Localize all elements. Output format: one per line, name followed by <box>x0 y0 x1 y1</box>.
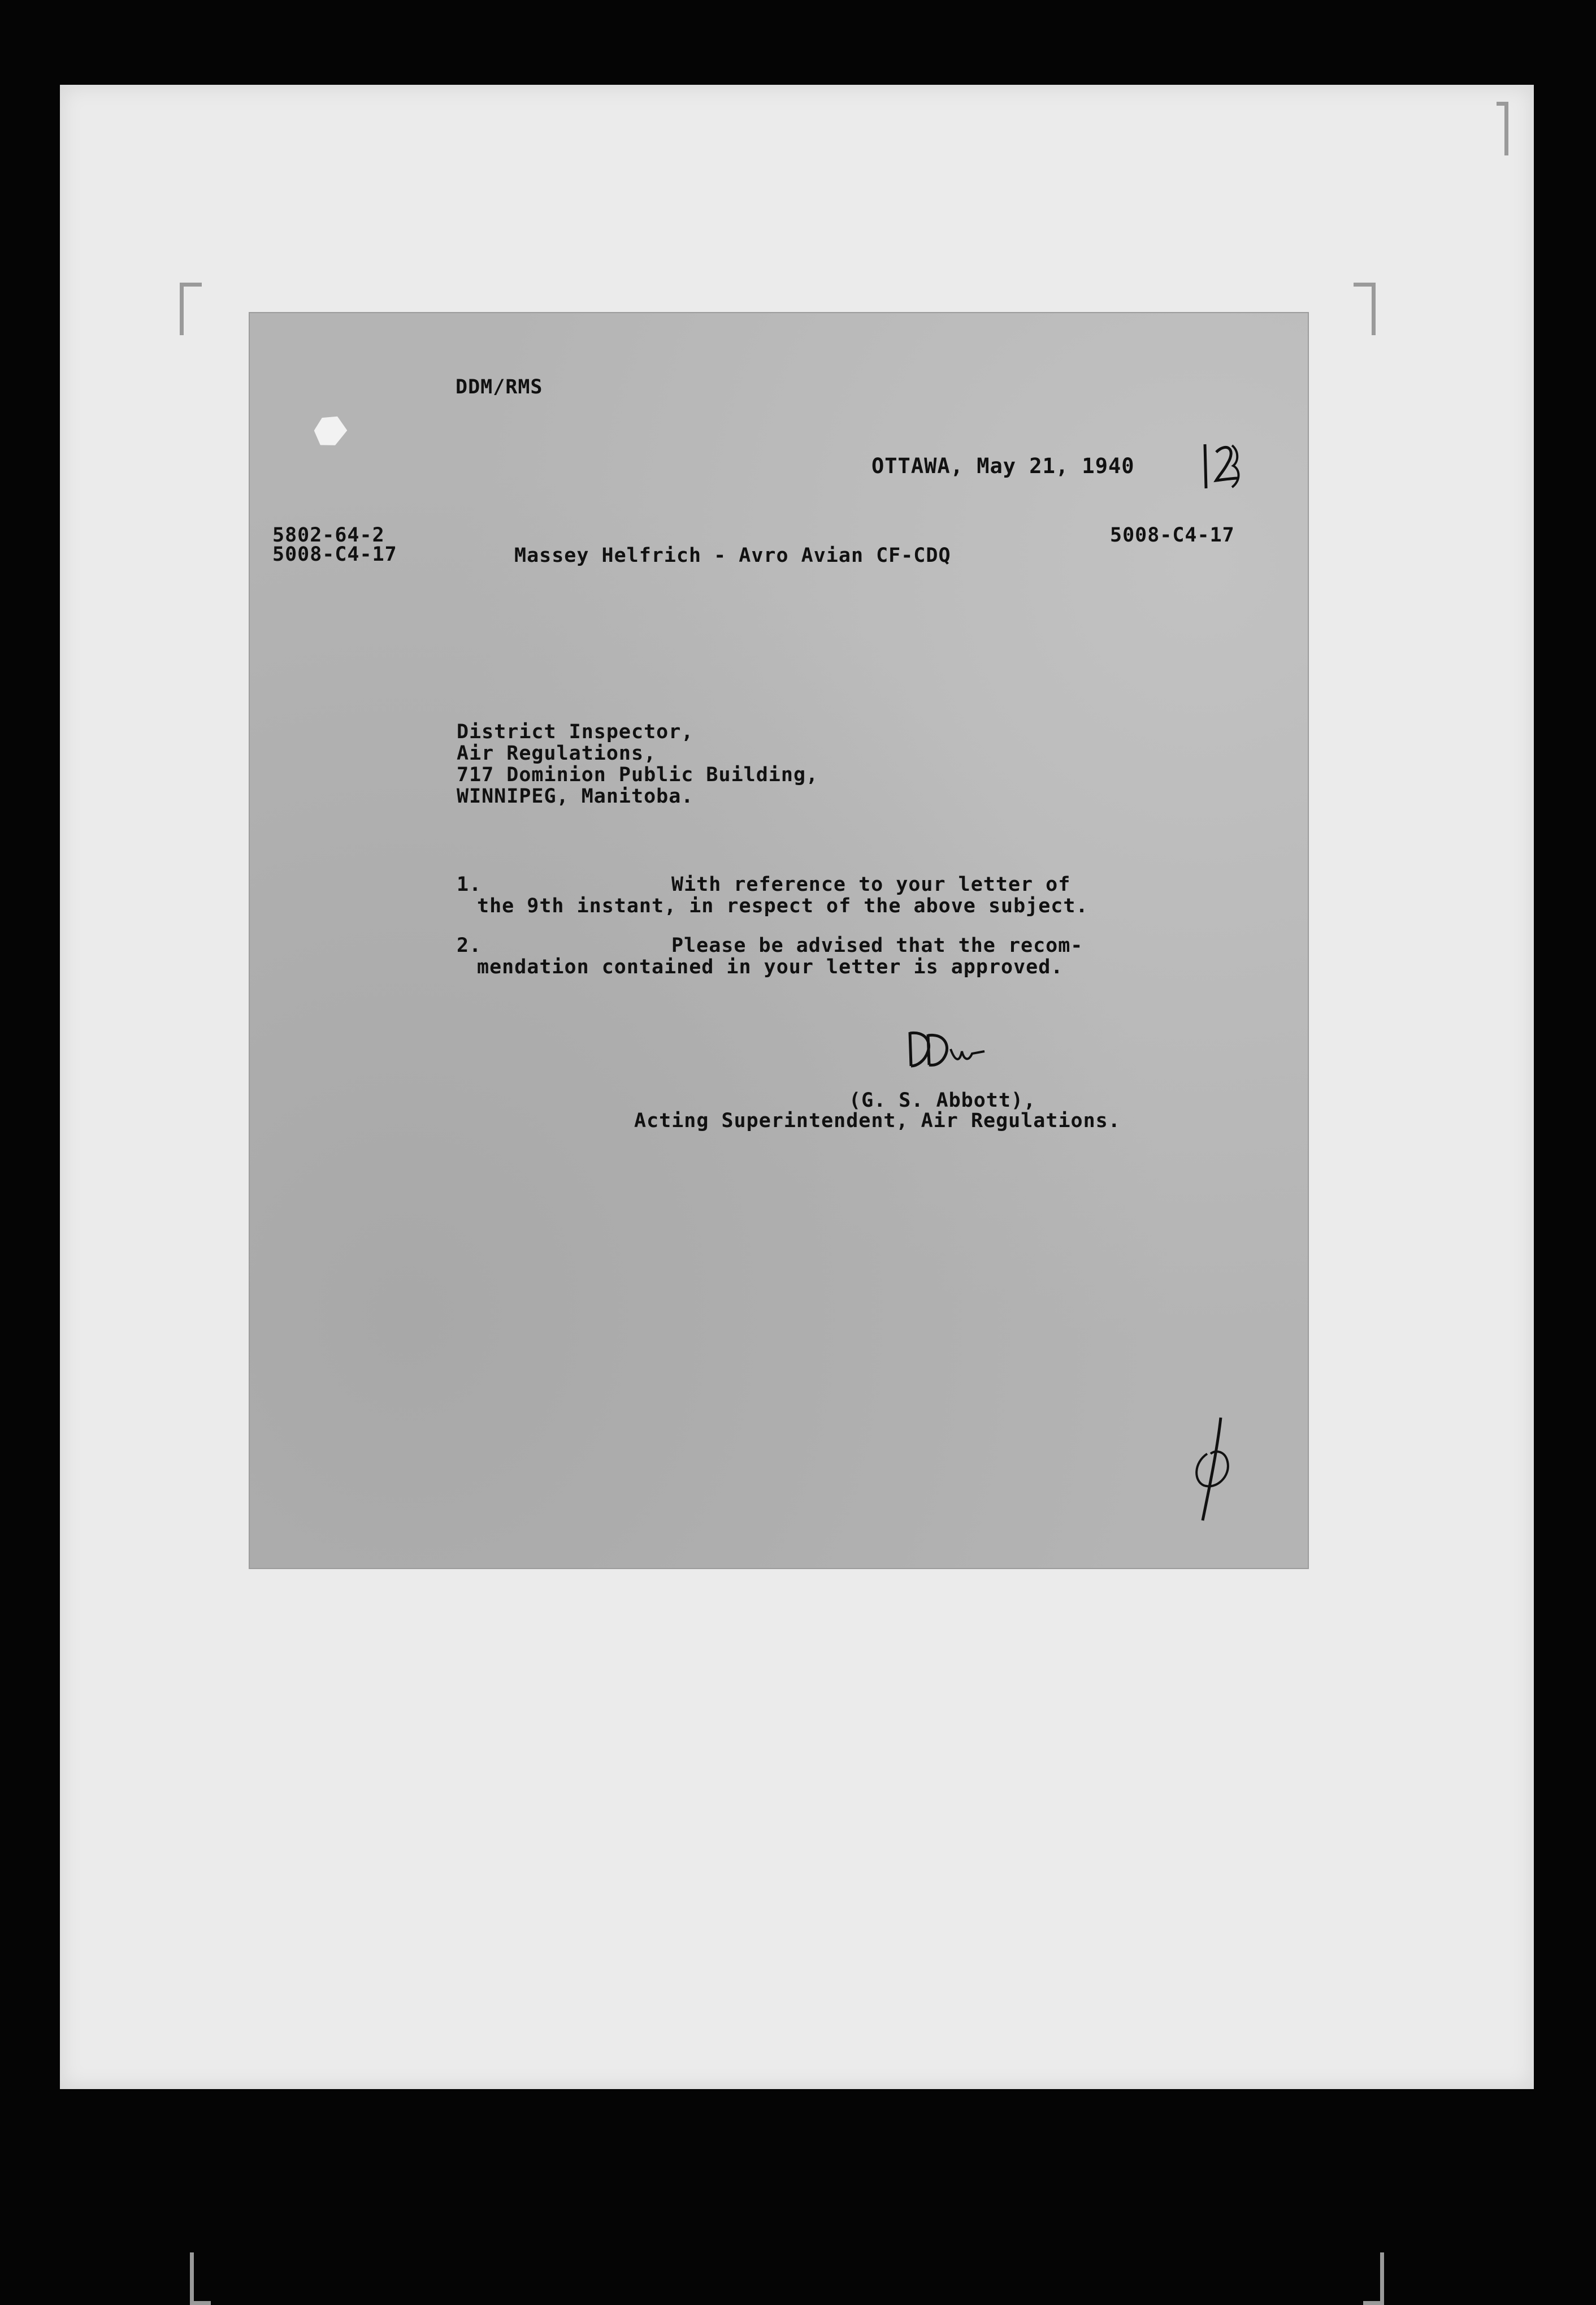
paragraph-2-number: 2. <box>457 934 482 957</box>
paragraph-1-line-1: With reference to your letter of <box>671 873 1071 896</box>
paragraph-1-line-2: the 9th instant, in respect of the above subject. <box>477 895 1088 917</box>
addressee-line-4: WINNIPEG, Manitoba. <box>457 785 694 808</box>
signatory-title: Acting Superintendent, Air Regulations. <box>634 1110 1121 1132</box>
file-number-left-1: 5802-64-2 <box>272 524 385 547</box>
crop-mark-outer-top-right <box>1497 102 1508 155</box>
paragraph-2-line-2: mendation contained in your letter is approved. <box>477 956 1064 978</box>
place-date: OTTAWA, May 21, 1940 <box>871 454 1135 478</box>
handwritten-page-number <box>1199 439 1244 495</box>
addressee-line-3: 717 Dominion Public Building, <box>457 764 819 786</box>
crop-mark-top-left <box>180 283 202 335</box>
paragraph-2-line-1: Please be advised that the recom- <box>671 934 1083 957</box>
letter-page <box>250 313 1308 1568</box>
paragraph-1-number: 1. <box>457 873 482 896</box>
signatory-name: (G. S. Abbott), <box>849 1089 1036 1112</box>
reference-initials: DDM/RMS <box>456 376 543 398</box>
punch-hole <box>310 410 351 452</box>
handwritten-check-mark <box>1188 1414 1239 1527</box>
crop-mark-top-right <box>1354 283 1376 335</box>
crop-mark-bottom-left <box>190 2252 211 2305</box>
addressee-line-1: District Inspector, <box>457 721 694 743</box>
file-number-right: 5008-C4-17 <box>1110 524 1235 547</box>
addressee-line-2: Air Regulations, <box>457 742 657 765</box>
crop-mark-bottom-right <box>1363 2252 1384 2305</box>
signature-initials <box>905 1026 990 1072</box>
file-number-left-2: 5008-C4-17 <box>272 543 397 566</box>
subject-line: Massey Helfrich - Avro Avian CF-CDQ <box>514 544 951 567</box>
